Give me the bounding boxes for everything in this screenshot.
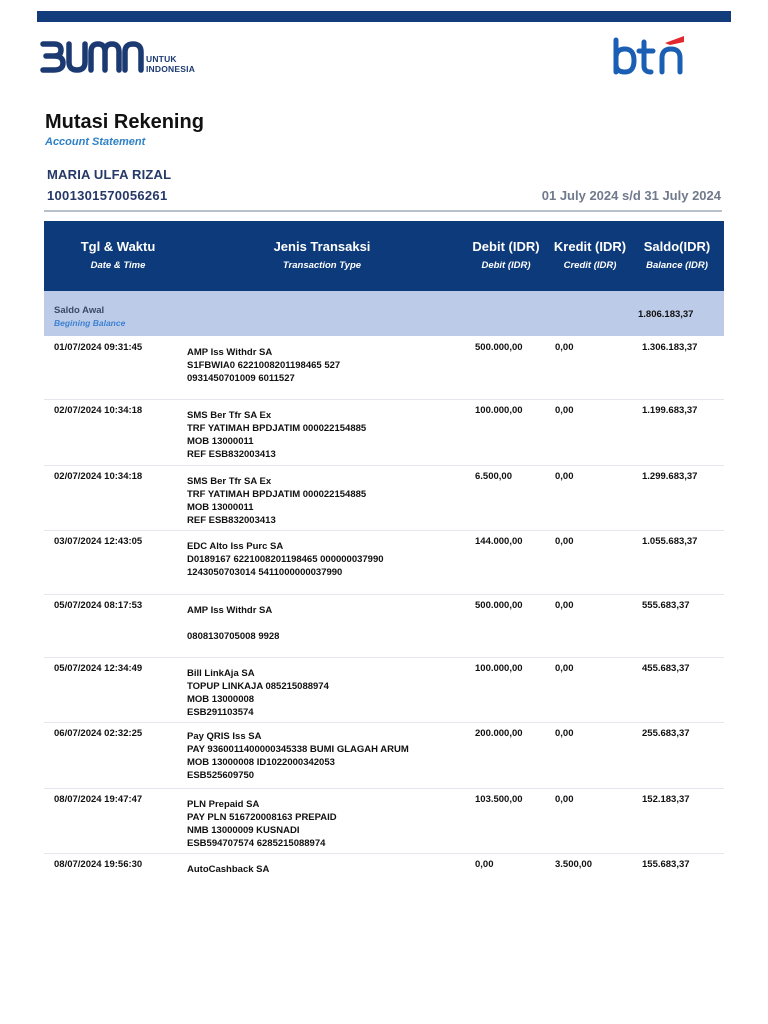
row-debit: 144.000,00 xyxy=(475,536,523,547)
column-header-date-sublabel: Date & Time xyxy=(90,260,146,271)
row-description-line xyxy=(187,617,279,630)
row-description xyxy=(187,346,340,385)
row-description xyxy=(187,863,269,876)
column-header-credit-label: Kredit (IDR) xyxy=(553,239,627,254)
row-description-line: ESB291103574 xyxy=(187,707,254,718)
row-credit: 0,00 xyxy=(555,600,574,611)
page-title: Mutasi Rekening xyxy=(45,111,204,133)
bumn-wordmark-icon xyxy=(40,40,146,76)
btn-logo-icon xyxy=(610,34,690,80)
table-row xyxy=(44,657,724,723)
table-row xyxy=(44,594,724,658)
row-credit: 0,00 xyxy=(555,471,574,482)
row-description-line: D0189167 6221008201198465 000000037990 xyxy=(187,554,384,565)
row-description-line: AMP Iss Withdr SA xyxy=(187,605,273,616)
row-description xyxy=(187,540,384,579)
row-debit: 200.000,00 xyxy=(475,728,523,739)
opening-balance-sublabel: Begining Balance xyxy=(54,318,126,328)
table-row xyxy=(44,465,724,531)
table-row xyxy=(44,399,724,466)
row-description-line: MOB 13000008 ID1022000342053 xyxy=(187,757,335,768)
row-date: 02/07/2024 10:34:18 xyxy=(54,405,143,416)
divider xyxy=(44,210,722,212)
bumn-tagline-line-2: INDONESIA xyxy=(146,64,196,74)
table-row xyxy=(44,788,724,854)
column-header-credit-sublabel: Credit (IDR) xyxy=(563,260,617,271)
row-description-line: 1243050703014 5411000000037990 xyxy=(187,567,343,578)
statement-period: 01 July 2024 s/d 31 July 2024 xyxy=(541,188,721,203)
row-debit: 6.500,00 xyxy=(475,471,512,482)
row-description-line: Bill LinkAja SA xyxy=(187,668,255,679)
page-subtitle: Account Statement xyxy=(45,136,146,148)
row-description xyxy=(187,667,329,719)
row-description-line: ESB594707574 6285215088974 xyxy=(187,838,326,849)
row-date: 03/07/2024 12:43:05 xyxy=(54,536,143,547)
column-header-debit xyxy=(464,239,548,271)
row-credit: 0,00 xyxy=(555,728,574,739)
row-description xyxy=(187,604,279,643)
row-balance: 555.683,37 xyxy=(642,600,690,611)
column-header-debit-label: Debit (IDR) xyxy=(472,239,540,254)
row-description-line: AMP Iss Withdr SA xyxy=(187,347,273,358)
table-row xyxy=(44,336,724,400)
row-debit: 100.000,00 xyxy=(475,405,523,416)
row-description-line: MOB 13000011 xyxy=(187,436,254,447)
row-description xyxy=(187,730,409,782)
account-holder-name: MARIA ULFA RIZAL xyxy=(47,167,172,182)
row-credit: 0,00 xyxy=(555,794,574,805)
row-date: 05/07/2024 08:17:53 xyxy=(54,600,143,611)
row-description-line: NMB 13000009 KUSNADI xyxy=(187,825,300,836)
opening-balance-row xyxy=(44,291,724,336)
row-date: 06/07/2024 02:32:25 xyxy=(54,728,143,739)
row-date: 02/07/2024 10:34:18 xyxy=(54,471,143,482)
table-row xyxy=(44,530,724,595)
row-balance: 455.683,37 xyxy=(642,663,690,674)
row-description-line: PLN Prepaid SA xyxy=(187,799,260,810)
row-balance: 1.299.683,37 xyxy=(642,471,698,482)
row-description-line: SMS Ber Tfr SA Ex xyxy=(187,476,272,487)
row-description-line: EDC Alto Iss Purc SA xyxy=(187,541,284,552)
column-header-balance-sublabel: Balance (IDR) xyxy=(646,260,708,271)
row-debit: 100.000,00 xyxy=(475,663,523,674)
row-description-line: TOPUP LINKAJA 085215088974 xyxy=(187,681,329,692)
row-description-line: ESB525609750 xyxy=(187,770,255,781)
bumn-tagline-line-1: UNTUK xyxy=(146,54,177,64)
bumn-tagline xyxy=(146,54,195,74)
opening-balance-label: Saldo Awal xyxy=(54,305,105,316)
btn-logo xyxy=(610,34,690,80)
row-description-line: 0931450701009 6011527 xyxy=(187,373,295,384)
row-description-line: MOB 13000008 xyxy=(187,694,255,705)
row-credit: 0,00 xyxy=(555,405,574,416)
row-balance: 1.055.683,37 xyxy=(642,536,698,547)
row-debit: 103.500,00 xyxy=(475,794,523,805)
account-number: 1001301570056261 xyxy=(47,188,168,203)
column-header-date-label: Tgl & Waktu xyxy=(80,239,156,254)
row-description-line: Pay QRIS Iss SA xyxy=(187,731,262,742)
row-credit: 0,00 xyxy=(555,342,574,353)
row-description-line: SMS Ber Tfr SA Ex xyxy=(187,410,272,421)
table-row xyxy=(44,722,724,789)
row-balance: 155.683,37 xyxy=(642,859,690,870)
column-header-type xyxy=(194,239,450,271)
row-description-line: S1FBWIA0 6221008201198465 527 xyxy=(187,360,341,371)
row-description-line: MOB 13000011 xyxy=(187,502,254,513)
row-balance: 152.183,37 xyxy=(642,794,690,805)
column-header-credit xyxy=(548,239,632,271)
row-credit: 3.500,00 xyxy=(555,859,592,870)
row-description xyxy=(187,409,366,461)
column-header-type-label: Jenis Transaksi xyxy=(273,239,371,254)
opening-balance-value: 1.806.183,37 xyxy=(638,309,694,320)
row-description-line: REF ESB832003413 xyxy=(187,449,276,460)
table-header xyxy=(44,221,724,291)
row-debit: 500.000,00 xyxy=(475,342,523,353)
row-balance: 1.199.683,37 xyxy=(642,405,698,416)
row-description xyxy=(187,798,337,850)
row-date: 08/07/2024 19:56:30 xyxy=(54,859,143,870)
row-description-line: TRF YATIMAH BPDJATIM 000022154885 xyxy=(187,489,367,500)
row-date: 05/07/2024 12:34:49 xyxy=(54,663,143,674)
row-description-line: REF ESB832003413 xyxy=(187,515,276,526)
table-row xyxy=(44,853,724,883)
row-description-line: AutoCashback SA xyxy=(187,864,270,875)
column-header-balance xyxy=(634,239,720,271)
row-date: 08/07/2024 19:47:47 xyxy=(54,794,143,805)
column-header-type-sublabel: Transaction Type xyxy=(282,260,362,271)
row-credit: 0,00 xyxy=(555,536,574,547)
column-header-date xyxy=(44,239,192,271)
row-description-line: PAY PLN 516720008163 PREPAID xyxy=(187,812,337,823)
row-description-line: PAY 9360011400000345338 BUMI GLAGAH ARUM xyxy=(187,744,409,755)
row-description-line: 0808130705008 9928 xyxy=(187,631,280,642)
column-header-debit-sublabel: Debit (IDR) xyxy=(481,260,531,271)
row-credit: 0,00 xyxy=(555,663,574,674)
top-accent-bar xyxy=(37,11,731,22)
row-date: 01/07/2024 09:31:45 xyxy=(54,342,143,353)
column-header-balance-label: Saldo(IDR) xyxy=(643,239,711,254)
row-debit: 500.000,00 xyxy=(475,600,523,611)
row-debit: 0,00 xyxy=(475,859,494,870)
row-balance: 1.306.183,37 xyxy=(642,342,698,353)
row-balance: 255.683,37 xyxy=(642,728,690,739)
bumn-logo xyxy=(40,40,200,76)
row-description-line: TRF YATIMAH BPDJATIM 000022154885 xyxy=(187,423,367,434)
row-description xyxy=(187,475,366,527)
